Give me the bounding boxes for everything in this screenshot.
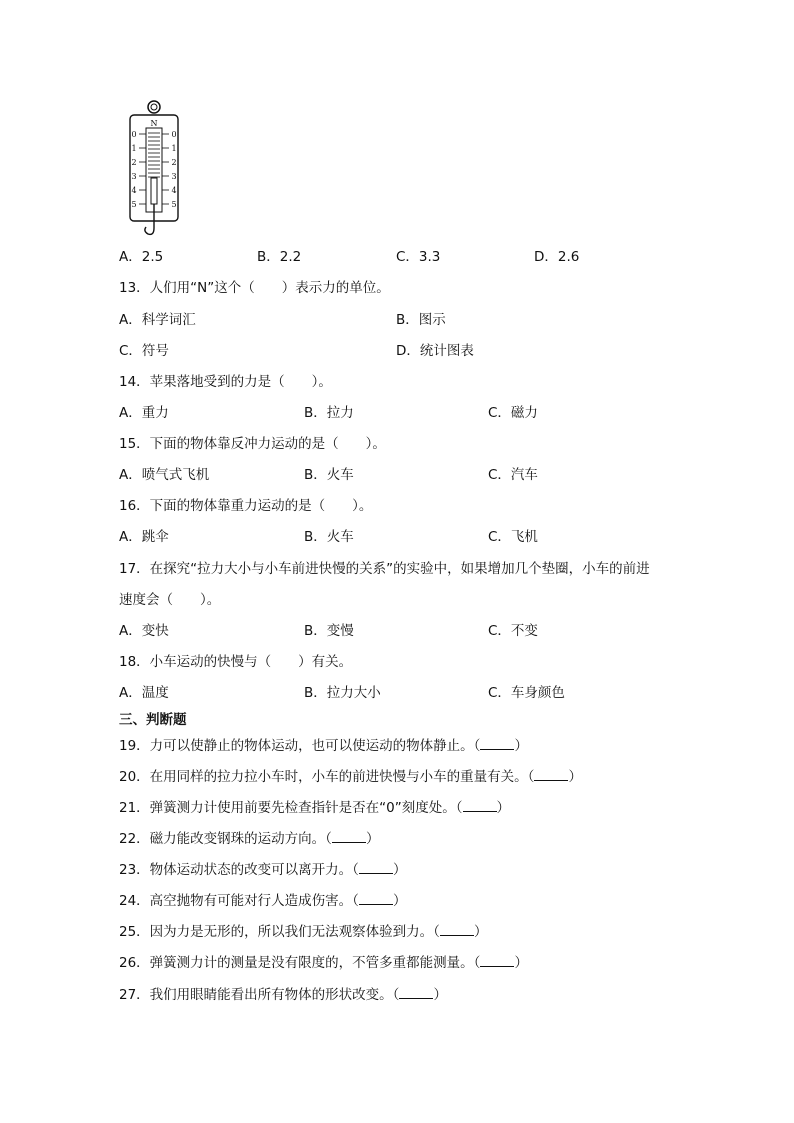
answer-blank[interactable]: [399, 986, 433, 999]
judge-item: 24．高空抛物有可能对行人造成伤害。（ ）: [119, 893, 407, 909]
judge-item: 21．弹簧测力计使用前要先检查指针是否在“0”刻度处。（ ）: [119, 800, 511, 816]
q16-stem: 16．下面的物体靠重力运动的是（ ）。: [119, 498, 373, 514]
judge-item: 19．力可以使静止的物体运动，也可以使运动的物体静止。（ ）: [119, 738, 528, 754]
scale-label-left: 1: [131, 144, 137, 153]
q14-option-b[interactable]: B．拉力: [304, 405, 354, 421]
judge-item: 27．我们用眼睛能看出所有物体的形状改变。（ ）: [119, 987, 447, 1003]
q13-option-b[interactable]: B．图示: [396, 312, 446, 328]
judge-item: 22．磁力能改变钢珠的运动方向。（ ）: [119, 831, 380, 847]
scale-label-right: 4: [171, 186, 177, 195]
q12-option-b[interactable]: B．2.2: [257, 249, 302, 265]
answer-blank[interactable]: [480, 954, 514, 967]
q13-option-c[interactable]: C．符号: [119, 343, 169, 359]
answer-blank[interactable]: [359, 892, 393, 905]
answer-blank[interactable]: [359, 861, 393, 874]
answer-blank[interactable]: [534, 768, 568, 781]
answer-blank[interactable]: [480, 737, 514, 750]
q15-option-c[interactable]: C．汽车: [488, 467, 538, 483]
q17-option-c[interactable]: C．不变: [488, 623, 538, 639]
q16-option-c[interactable]: C．飞机: [488, 529, 538, 545]
q18-option-b[interactable]: B．拉力大小: [304, 685, 381, 701]
q13-option-a[interactable]: A．科学词汇: [119, 312, 196, 328]
scale-label-left: 0: [131, 130, 137, 139]
q14-option-a[interactable]: A．重力: [119, 405, 169, 421]
q17-stem-line1: 17．在探究“拉力大小与小车前进快慢的关系”的实验中，如果增加几个垫圈，小车的前进: [119, 561, 650, 577]
q15-option-a[interactable]: A．喷气式飞机: [119, 467, 210, 483]
q15-option-b[interactable]: B．火车: [304, 467, 354, 483]
q12-option-a[interactable]: A．2.5: [119, 249, 164, 265]
q14-stem: 14．苹果落地受到的力是（ ）。: [119, 374, 332, 390]
q12-option-d[interactable]: D．2.6: [534, 249, 580, 265]
section-title-judgment: 三、判断题: [119, 712, 187, 728]
q18-option-c[interactable]: C．车身颜色: [488, 685, 565, 701]
scale-label-left: 4: [131, 186, 137, 195]
answer-blank[interactable]: [440, 923, 474, 936]
q17-stem-line2: 速度会（ ）。: [119, 592, 221, 608]
q13-stem: 13．人们用“N”这个（ ）表示力的单位。: [119, 280, 390, 296]
scale-unit-label: N: [150, 119, 158, 128]
scale-label-right: 3: [171, 172, 177, 181]
judge-item: 20．在用同样的拉力拉小车时，小车的前进快慢与小车的重量有关。（ ）: [119, 769, 582, 785]
judge-item: 25．因为力是无形的，所以我们无法观察体验到力。（ ）: [119, 924, 488, 940]
spring-scale-figure: [125, 100, 183, 240]
q17-option-a[interactable]: A．变快: [119, 623, 169, 639]
judge-item: 23．物体运动状态的改变可以离开力。（ ）: [119, 862, 407, 878]
q18-stem: 18．小车运动的快慢与（ ）有关。: [119, 654, 353, 670]
scale-label-right: 5: [171, 200, 177, 209]
answer-blank[interactable]: [332, 830, 366, 843]
q18-option-a[interactable]: A．温度: [119, 685, 169, 701]
scale-label-right: 0: [171, 130, 177, 139]
scale-label-left: 3: [131, 172, 137, 181]
scale-label-left: 5: [131, 200, 137, 209]
q16-option-b[interactable]: B．火车: [304, 529, 354, 545]
scale-label-left: 2: [131, 158, 137, 167]
q16-option-a[interactable]: A．跳伞: [119, 529, 169, 545]
judge-item: 26．弹簧测力计的测量是没有限度的，不管多重都能测量。（ ）: [119, 955, 528, 971]
answer-blank[interactable]: [463, 799, 497, 812]
q14-option-c[interactable]: C．磁力: [488, 405, 538, 421]
scale-label-right: 1: [171, 144, 177, 153]
scale-label-right: 2: [171, 158, 177, 167]
q12-option-c[interactable]: C．3.3: [396, 249, 441, 265]
q13-option-d[interactable]: D．统计图表: [396, 343, 474, 359]
q15-stem: 15．下面的物体靠反冲力运动的是（ ）。: [119, 436, 386, 452]
q17-option-b[interactable]: B．变慢: [304, 623, 354, 639]
